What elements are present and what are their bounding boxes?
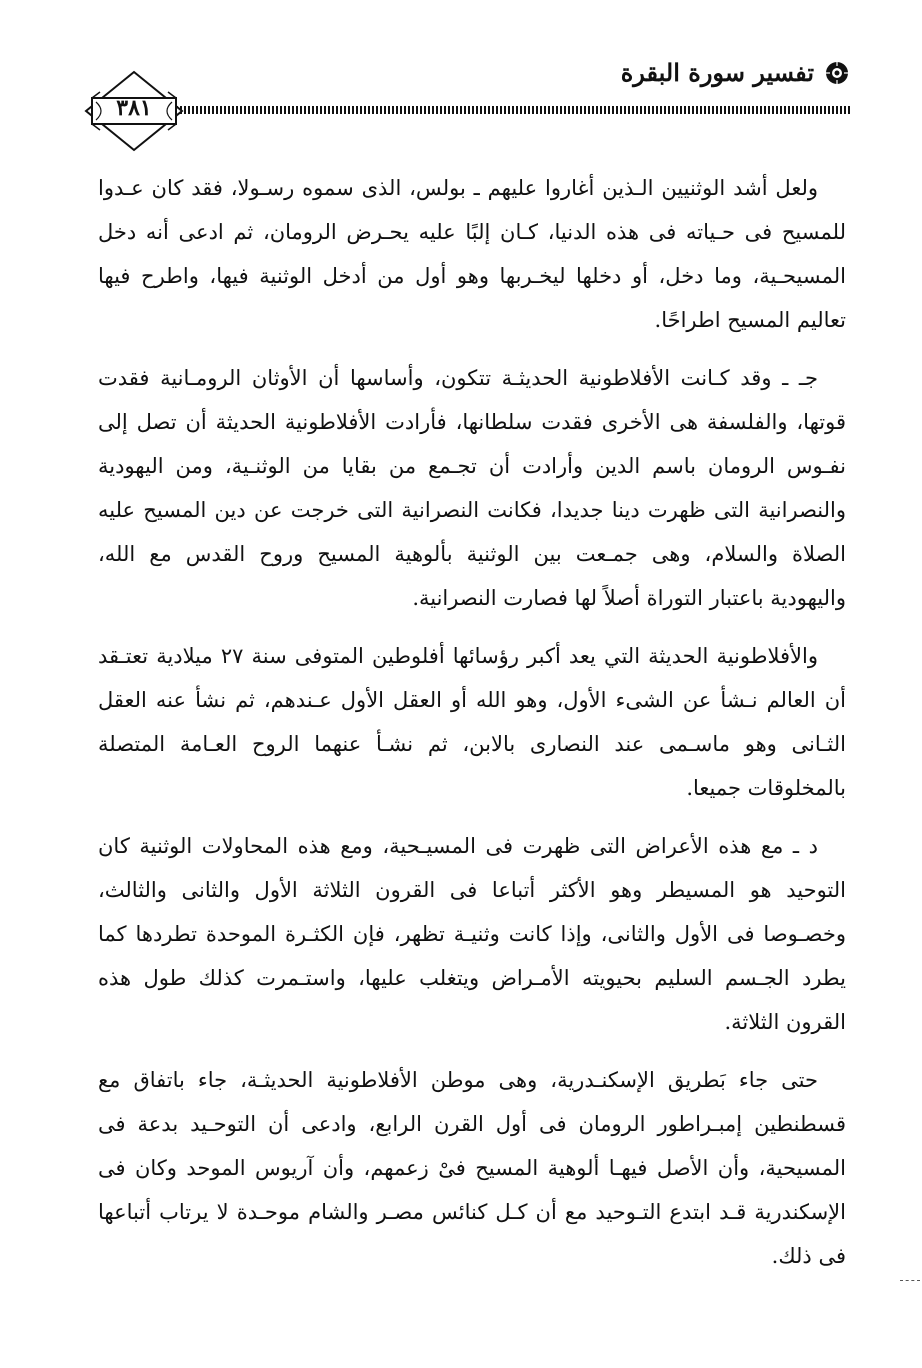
scan-mark [900,1280,920,1283]
paragraph: جـ ـ وقد كـانت الأفلاطونية الحديثـة تتكون، وأساسها أن الأوثان الرومـانية فقدت قوتها، والفلسفة هى الأخرى فقدت سلطانها، فأرادت الأفلاطونية الحديثة أن تصل إلى نفـوس الرومان باسم الدين وأرادت أن تجـمع من بقايا من الوثنـية، ومن اليهودية والنصرانية التى ظهرت دينا جديدا، فكانت النصرانية التى خرجت عن دين المسيح عليه الصلاة والسلام، وهى جمـعت بين الوثنية بألوهية المسيح وروح القدس مع الله، واليهودية باعتبار التوراة أصلاً لها فصارت النصرانية. [98,366,846,610]
paragraph: حتى جاء بَطريق الإسكنـدرية، وهى موطن الأفلاطونية الحديثـة، جاء باتفاق مع قسطنطين إمبـراطور الرومان فى أول القرن الرابع، وادعى أن التوحـيد بدعة فى المسيحية، وأن الأصل فيهـا ألوهية المسيح فىْ زعمهم، وأن آريوس الموحد وكان فى الإسكندرية قـد ابتدع التـوحيد مع أن كـل كنائس مصـر والشام موحـدة لا يرتاب أتباعها فى ذلك. [98,1068,846,1268]
page-number: ٣٨١ [116,95,152,121]
paragraph: د ـ مع هذه الأعراض التى ظهرت فى المسيـحية، ومع هذه المحاولات الوثنية كان التوحيد هو المسيطر وهو الأكثر أتباعا فى القرون الثلاثة الأول والثانى والثالث، وخصـوصا فى الأول والثانى، وإذا كانت وثنيـة تظهر، فإن الكثـرة الموحدة تطردها كما يطرد الجـسم السليم بحيويته الأمـراض ويتغلب عليها، واستـمرت كذلك طول هذه القرون الثلاثة. [98,834,846,1034]
ornament-icon [824,60,850,86]
page-body [98,166,846,1292]
running-title [621,58,850,87]
book-title: تفسير سورة البقرة [620,58,814,87]
header-rule [176,106,850,114]
paragraph: والأفلاطونية الحديثة التي يعد أكبر رؤسائها أفلوطين المتوفى سنة ٢٧ ميلادية تعتـقد أن العالم نـشأ عن الشىء الأول، وهو الله أو العقل الأول عـندهم، ثم نشأ عنه العقل الثـانى وهو ماسـمى عند النصارى بالابن، ثم نشـأ عنهما الروح العـامة المتصلة بالمخلوقات جميعا. [98,644,846,800]
paragraph: ولعل أشد الوثنيين الـذين أغاروا عليهم ـ بولس، الذى سموه رسـولا، فقد كان عـدوا للمسيح فى حـياته فى هذه الدنيا، كـان إلبًا عليه يحـرض الرومان، ثم ادعى أنه دخل المسيحـية، وما دخل، أو دخلها ليخـربها وهو أول من أدخل الوثنية فيها، واطرح فيها تعاليم المسيح اطراحًا. [98,176,846,332]
page-header [84,40,850,160]
